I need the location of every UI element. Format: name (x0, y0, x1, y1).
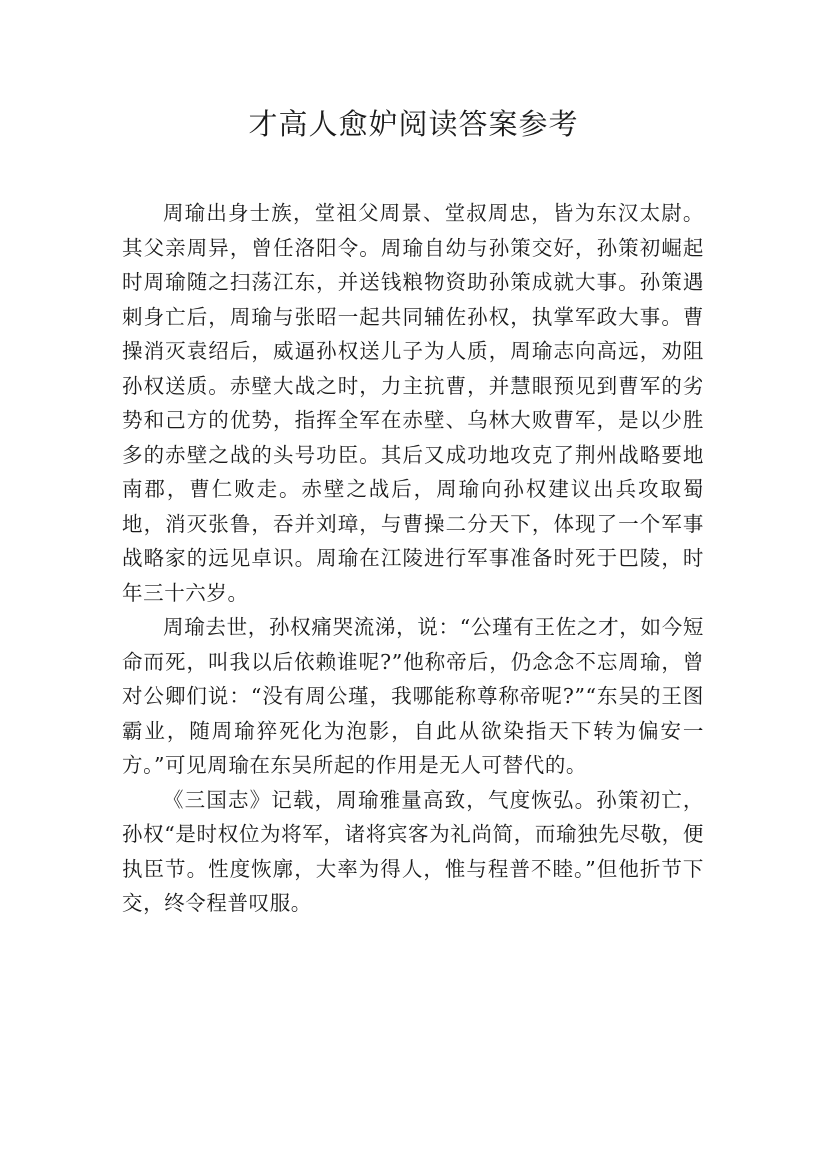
page-title: 才高人愈妒阅读答案参考 (248, 107, 579, 141)
document-body (122, 196, 704, 921)
paragraph-1: 周瑜出身士族，堂祖父周景、堂叔周忠，皆为东汉太尉。其父亲周异，曾任洛阳令。周瑜自幼与孙策交好，孙策初崛起时周瑜随之扫荡江东，并送钱粮物资助孙策成就大事。孙策遇刺身亡后，周瑜与张昭一起共同辅佐孙权，执掌军政大事。曹操消灭袁绍后，威逼孙权送儿子为人质，周瑜志向高远，劝阻孙权送质。赤壁大战之时，力主抗曹，并慧眼预见到曹军的劣势和己方的优势，指挥全军在赤壁、乌林大败曹军，是以少胜多的赤壁之战的头号功臣。其后又成功地攻克了荆州战略要地南郡，曹仁败走。赤壁之战后，周瑜向孙权建议出兵攻取蜀地，消灭张鲁，吞并刘璋，与曹操二分天下，体现了一个军事战略家的远见卓识。周瑜在江陵进行军事准备时死于巴陵，时年三十六岁。 (122, 201, 704, 605)
paragraph-2: 周瑜去世，孙权痛哭流涕，说：“公瑾有王佐之才，如今短命而死，叫我以后依赖谁呢?”他称帝后，仍念念不忘周瑜，曾对公卿们说：“没有周公瑾，我哪能称尊称帝呢?”“东吴的王图霸业，随周瑜猝死化为泡影，自此从欲染指天下转为偏安一方。”可见周瑜在东吴所起的作用是无人可替代的。 (122, 615, 704, 777)
paragraph-3: 《三国志》记载，周瑜雅量高致，气度恢弘。孙策初亡，孙权“是时权位为将军，诸将宾客为礼尚简，而瑜独先尽敬，便执臣节。性度恢廓，大率为得人，惟与程普不睦。”但他折节下交，终令程普叹服。 (122, 787, 704, 915)
